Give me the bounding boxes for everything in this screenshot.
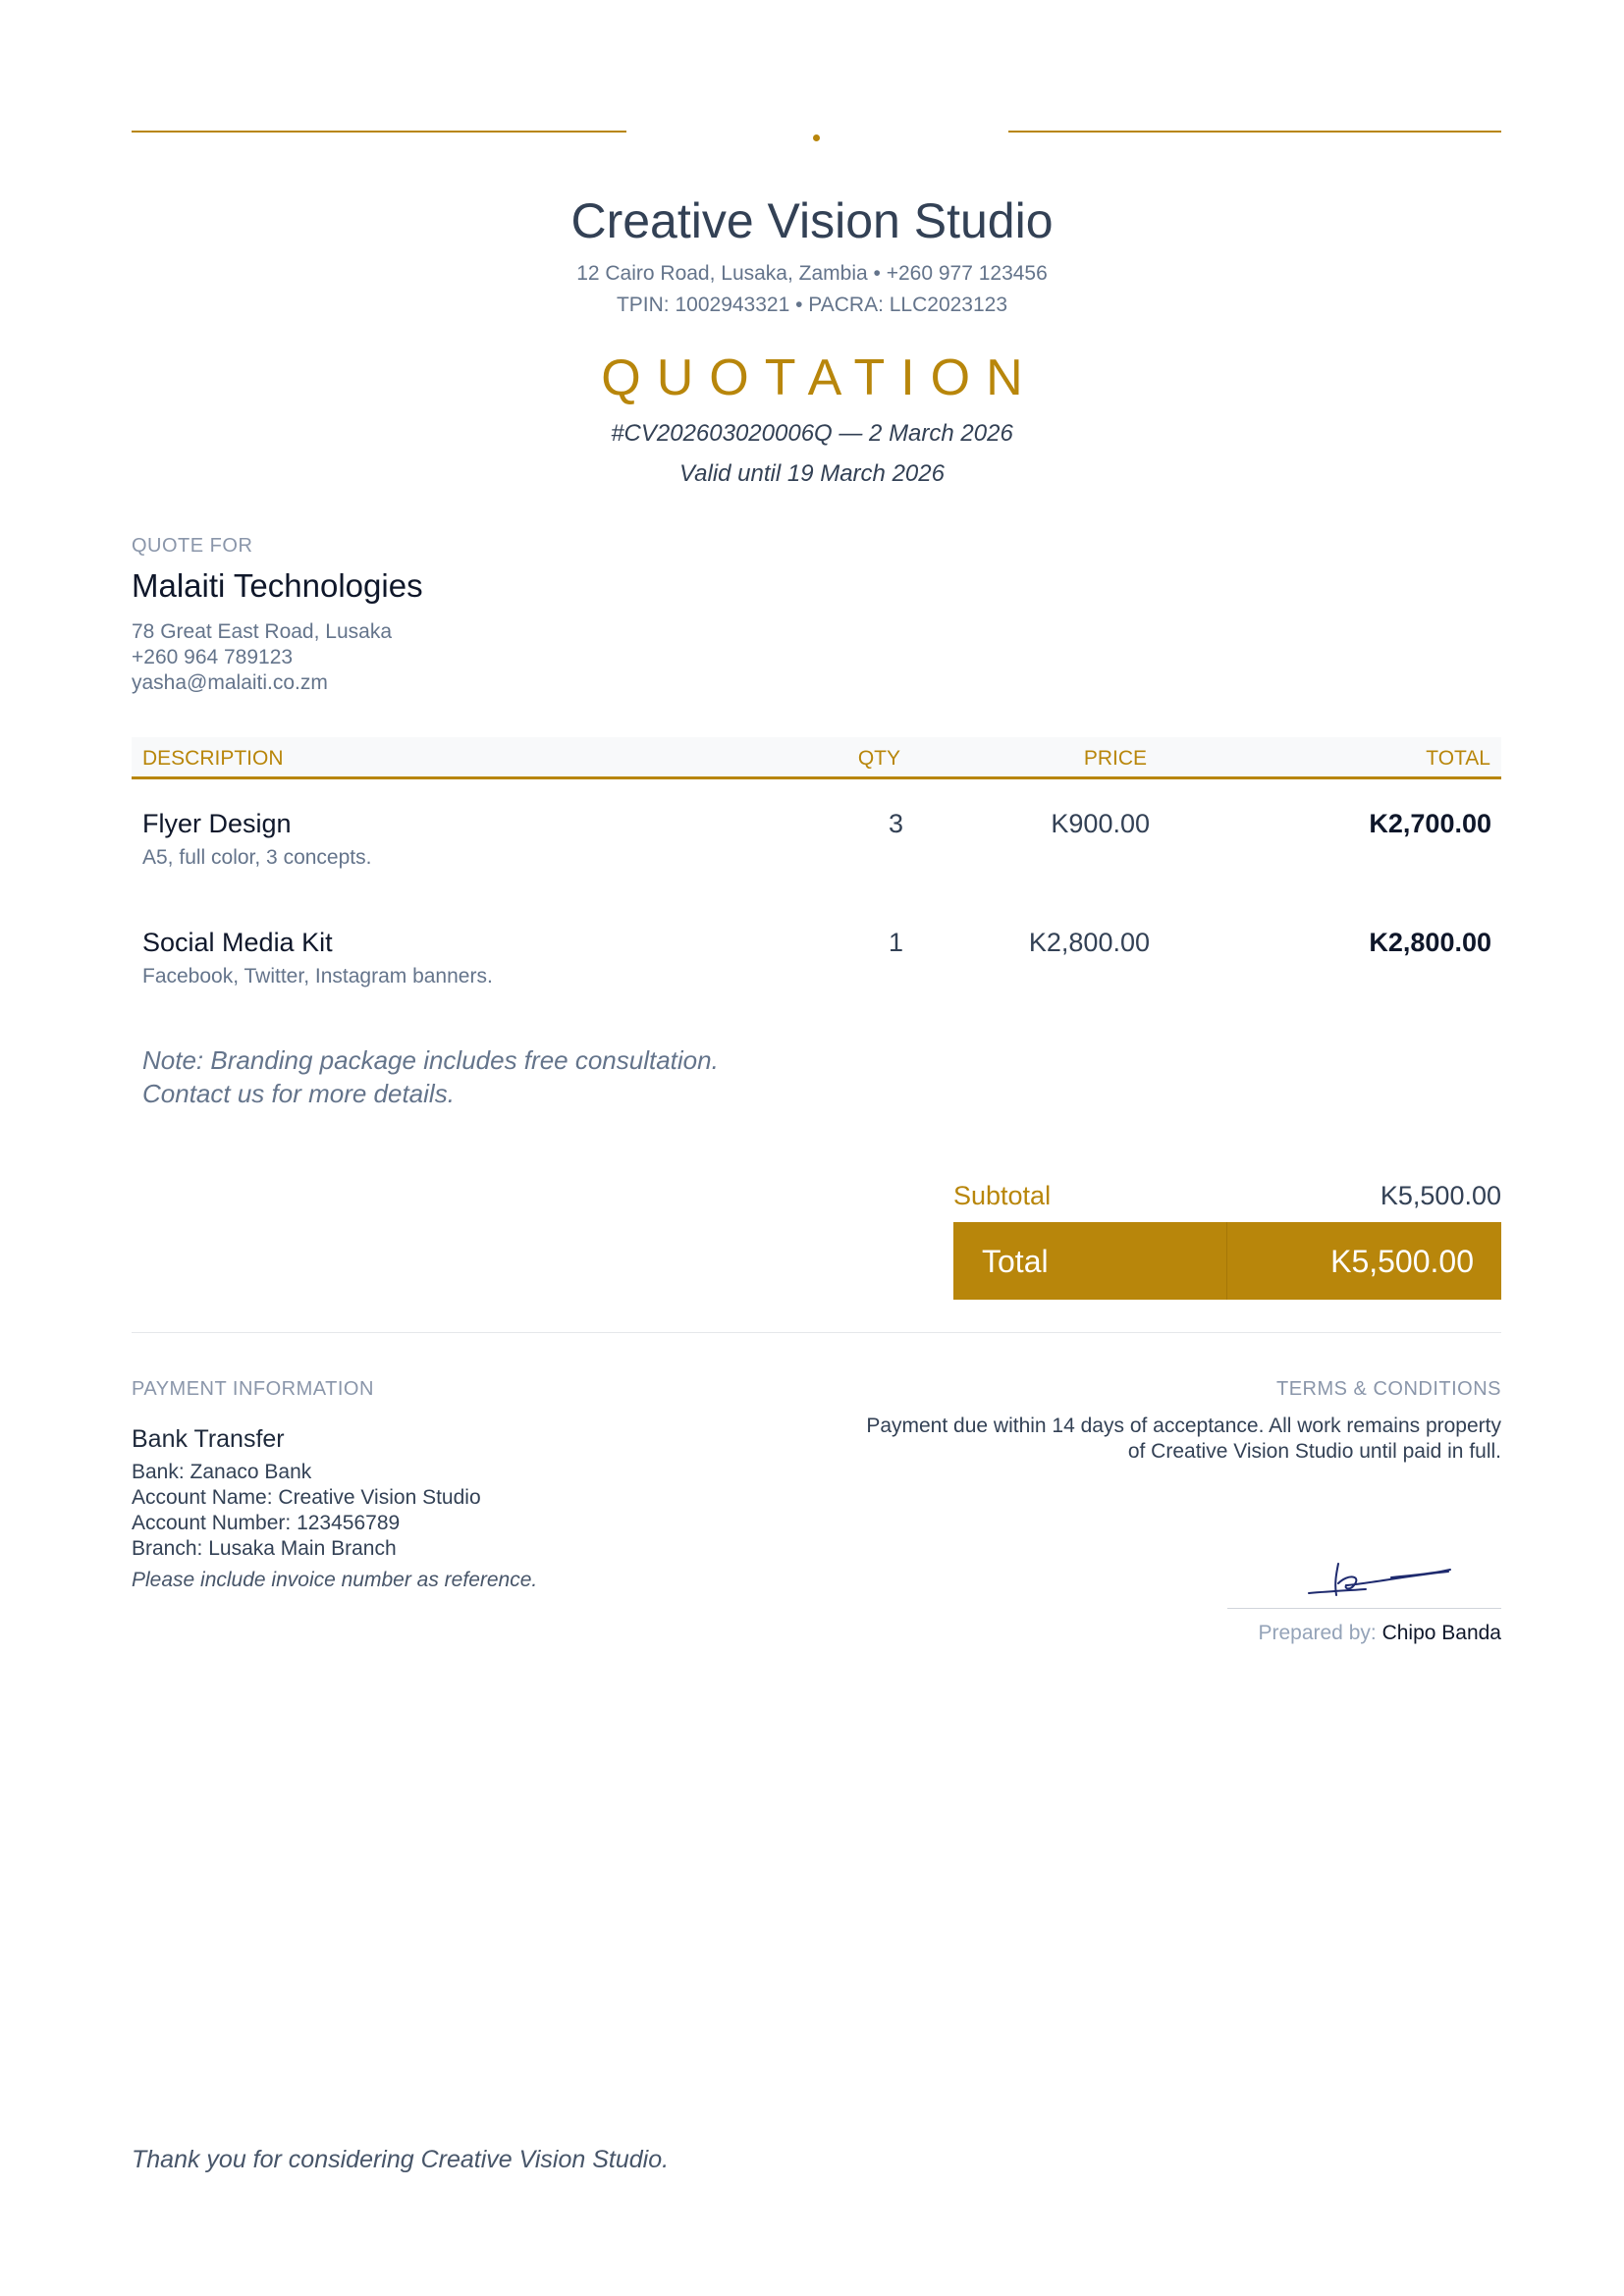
note-line-2: Contact us for more details. [142, 1079, 455, 1108]
items-table-header [132, 737, 1501, 779]
col-qty: QTY [857, 747, 900, 770]
item-title: Social Media Kit [142, 928, 333, 957]
quote-for-label: QUOTE FOR [132, 535, 253, 557]
item-total: K2,700.00 [1369, 809, 1491, 838]
total-value: K5,500.00 [1330, 1244, 1474, 1279]
client-address: 78 Great East Road, Lusaka [132, 620, 392, 643]
company-registration: TPIN: 1002943321 • PACRA: LLC2023123 [616, 294, 1008, 316]
col-description: DESCRIPTION [142, 747, 284, 770]
item-qty: 1 [888, 928, 903, 957]
client-phone: +260 964 789123 [132, 646, 294, 668]
terms-label: TERMS & CONDITIONS [1275, 1378, 1501, 1400]
item-qty: 3 [888, 809, 903, 838]
company-name: Creative Vision Studio [570, 193, 1054, 248]
item-total: K2,800.00 [1369, 928, 1491, 957]
col-total: TOTAL [1426, 747, 1490, 770]
payment-reference: Please include invoice number as reference. [132, 1569, 538, 1591]
total-label: Total [982, 1244, 1049, 1279]
payment-bank: Bank: Zanaco Bank [132, 1461, 312, 1483]
total-bar-divider [1226, 1222, 1227, 1300]
section-divider [132, 1332, 1501, 1333]
prepared-by-name: Chipo Banda [1381, 1622, 1501, 1644]
signature-image [1301, 1556, 1458, 1600]
payment-branch: Branch: Lusaka Main Branch [132, 1537, 397, 1560]
prepared-by-label: Prepared by: [1258, 1622, 1377, 1644]
terms-line-2: of Creative Vision Studio until paid in full. [1127, 1440, 1501, 1463]
payment-account-name: Account Name: Creative Vision Studio [132, 1486, 481, 1509]
subtotal-value: K5,500.00 [1380, 1181, 1501, 1210]
signature-line [1227, 1608, 1501, 1609]
terms-line-1: Payment due within 14 days of acceptance. All work remains property [866, 1415, 1501, 1437]
company-address: 12 Cairo Road, Lusaka, Zambia • +260 977 123456 [576, 262, 1048, 285]
footer-thanks: Thank you for considering Creative Vision Studio. [132, 2146, 670, 2173]
client-email: yasha@malaiti.co.zm [132, 671, 328, 694]
item-description: A5, full color, 3 concepts. [142, 846, 372, 869]
item-price: K2,800.00 [1028, 928, 1150, 957]
quote-number-date: #CV202603020006Q — 2 March 2026 [611, 420, 1013, 447]
note-line-1: Note: Branding package includes free consultation. [142, 1045, 719, 1075]
item-description: Facebook, Twitter, Instagram banners. [142, 965, 493, 988]
payment-info-label: PAYMENT INFORMATION [132, 1378, 374, 1400]
quote-valid-until: Valid until 19 March 2026 [679, 460, 945, 487]
item-price: K900.00 [1051, 809, 1150, 838]
top-ornament-dot [813, 134, 820, 141]
payment-method: Bank Transfer [132, 1425, 285, 1453]
top-rule-right [1008, 131, 1501, 133]
col-price: PRICE [1083, 747, 1147, 770]
top-rule-left [132, 131, 626, 133]
total-bar [953, 1222, 1501, 1300]
client-name: Malaiti Technologies [132, 567, 423, 604]
subtotal-label: Subtotal [953, 1181, 1052, 1210]
prepared-by [1258, 1622, 1501, 1645]
payment-account-number: Account Number: 123456789 [132, 1512, 401, 1534]
item-title: Flyer Design [142, 809, 292, 838]
document-title: QUOTATION [601, 349, 1039, 406]
